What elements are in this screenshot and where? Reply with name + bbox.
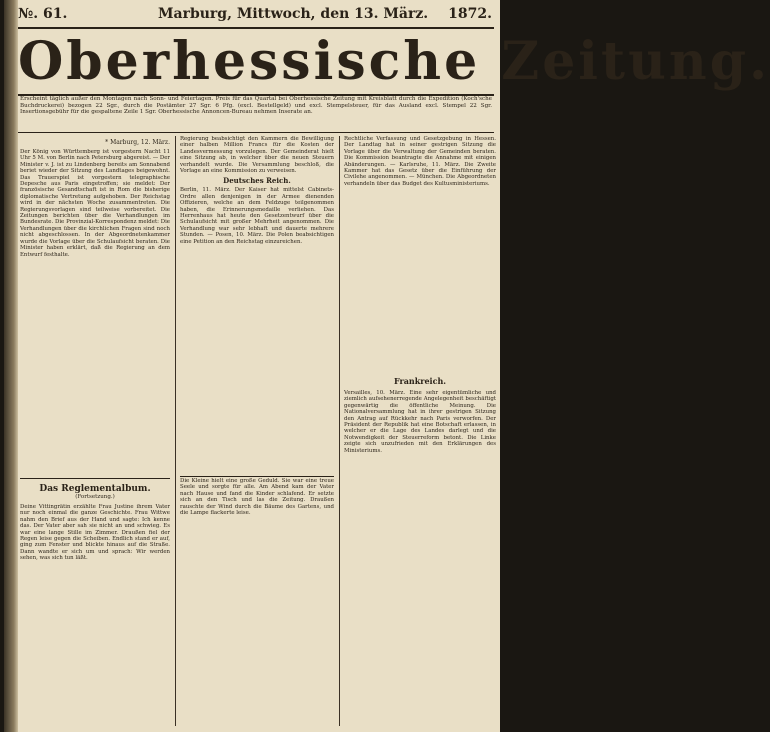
feuilleton-heading: Das Reglementalbum. xyxy=(39,484,151,494)
column-3-text: Rechtliche Verfassung und Gesetzgebung in Hessen. Der Landtag hat in seiner gestrigen Sitzung die Vorlage über die Verwaltung der Gemeinden beraten. Die Kommission beantragte die Annahme mit einigen Abänderungen. — Karlsruhe, 11. März. Die Zweite Kammer hat das Gesetz über die Einführung der Civilehe angenommen. — München. Die Abgeordneten verhandeln über das Budget des Kultusministeriums. xyxy=(344,136,496,187)
feuilleton-text: Deine Vittingrätin erzählte Frau Justine ihrem Vater nur noch einmal die ganze Geschichte. Frau Wittwe nahm den Brief aus der Hand und sagte: Ich kenne das. Der Vater aber sah sie nicht an und schwieg. Es war eine lange Stille im Zimmer. Draußen fiel der Regen leise gegen die Scheiben. Endlich stand er auf, ging zum Fenster und blickte hinaus auf die Straße. Dann wandte er sich um und sprach: Wir werden sehen, was sich tun läßt. xyxy=(20,504,170,562)
column-2-text: Regierung beabsichtigt den Kammern die Bewilligung einer halben Million Francs für die Kosten der Landesvermessung vorzulegen. Der Gemeinderat hielt eine Sitzung ab, in welcher über die neuen Steuern verhandelt wurde. Die Versammlung beschloß, die Vorlage an eine Kommission zu verweisen. xyxy=(180,136,334,175)
column-3-lower xyxy=(344,390,496,724)
column-1-dateline: * Marburg, 12. März. xyxy=(105,139,170,146)
book-binding-edge xyxy=(4,0,18,732)
column-divider-1 xyxy=(175,136,176,726)
column-1-text: Der König von Württemberg ist vorgestern Nacht 11 Uhr 5 M. von Berlin nach Petersburg abgereist. — Der Minister v. J. ist zu Lindenberg bereits am Sonnabend beriet wieder der Sitzung des Landtages beigewohnt. Das Trauerspiel ist vorgestern telegraphische Depesche aus Paris eingetroffen; sie meldet: Der französische Gesandtschaft ist in Rom die bisherige diplomatische Vertretung aufgehoben. Der Reichstag wird in der nächsten Woche zusammentreten. Die Regierungsvorlagen sind teilweise vorbereitet. Die Zeitungen berichten über die Verhandlungen im Bundesrate. Die Provinzial-Korrespondenz meldet: Die Verhandlungen über die kirchlichen Fragen sind noch nicht abgeschlossen. In der Abgeordnetenkammer wurde die Vorlage über die Schulaufsicht beraten. Die Minister haben erklärt, daß die Regierung an dem Entwurf festhalte. xyxy=(20,149,170,258)
masthead-top-line xyxy=(18,4,494,26)
issue-number: №. 61. xyxy=(18,6,68,22)
newspaper-page xyxy=(4,0,770,732)
column-2 xyxy=(180,136,334,474)
subtitle-rule xyxy=(18,132,494,133)
date-line: Marburg, Mittwoch, den 13. März. xyxy=(158,6,429,22)
newspaper-title: Oberhessische Zeitung. xyxy=(18,31,770,92)
column-2-rule xyxy=(180,476,334,477)
column-3-text-2: Versailles, 10. März. Eine sehr eigentümliche und ziemlich aufsehenerregende Angelegenheit beschäftigt gegenwärtig die öffentliche Meinung. Die Nationalversammlung hat in ihrer gestrigen Sitzung den Antrag auf Rückkehr nach Paris verworfen. Der Präsident der Republik hat eine Botschaft erlassen, in welcher er die Lage des Landes darlegt und die Notwendigkeit der Steuerreform betont. Die Linke zeigte sich unzufrieden mit den Erklärungen des Ministeriums. xyxy=(344,390,496,454)
subscription-notice: Erscheint täglich außer den Montagen nach Sonn- und Feiertagen. Preis für das Quartal bei Oberhessische Zeitung mit Kreisblatt durch die Expedition (Koch'sche Buchdruckerei) bezogen 22 Sgr., durch die Postämter 27 Sgr. 6 Pfg. (excl. Bestellgeld) und excl. Stempelsteuer, für das Ausland excl. Stempel 22 Sgr. Insertionsgebühr für die gespaltene Zeile 1 Sgr. Oberhessische Annoncen-Bureau nehmen Inserate an. xyxy=(20,96,492,116)
column-2-text-2: Berlin, 11. März. Der Kaiser hat mittelst Cabinets-Ordre allen denjenigen in der Armee dienenden Offizieren, welche an dem Feldzuge teilgenommen haben, die Erinnerungsmedaille verliehen. Das Herrenhaus hat heute den Gesetzentwurf über die Schulaufsicht mit großer Mehrheit angenommen. Die Verhandlung war sehr lebhaft und dauerte mehrere Stunden. — Posen, 10. März. Die Polen beabsichtigen eine Petition an den Reichstag einzureichen. xyxy=(180,187,334,245)
feuilleton-rule xyxy=(20,478,170,479)
feuilleton-subheading: (Fortsetzung.) xyxy=(75,494,115,500)
section-heading-frankreich: Frankreich. xyxy=(393,376,447,386)
column-3 xyxy=(344,136,496,386)
section-heading-deutsches-reich: Deutsches Reich. xyxy=(223,176,291,186)
year: 1872. xyxy=(448,6,492,22)
column-divider-2 xyxy=(339,136,340,726)
column-2-feuilleton-text: Die Kleine hielt eine große Geduld. Sie war eine treue Seele und sorgte für alle. Am Abend kam der Vater nach Hause und fand die Kinder schlafend. Er setzte sich an den Tisch und las die Zeitung. Draußen rauschte der Wind durch die Bäume des Gartens, und die Lampe flackerte leise. xyxy=(180,478,334,517)
masthead-rule-top xyxy=(18,27,494,29)
column-1 xyxy=(20,136,170,474)
